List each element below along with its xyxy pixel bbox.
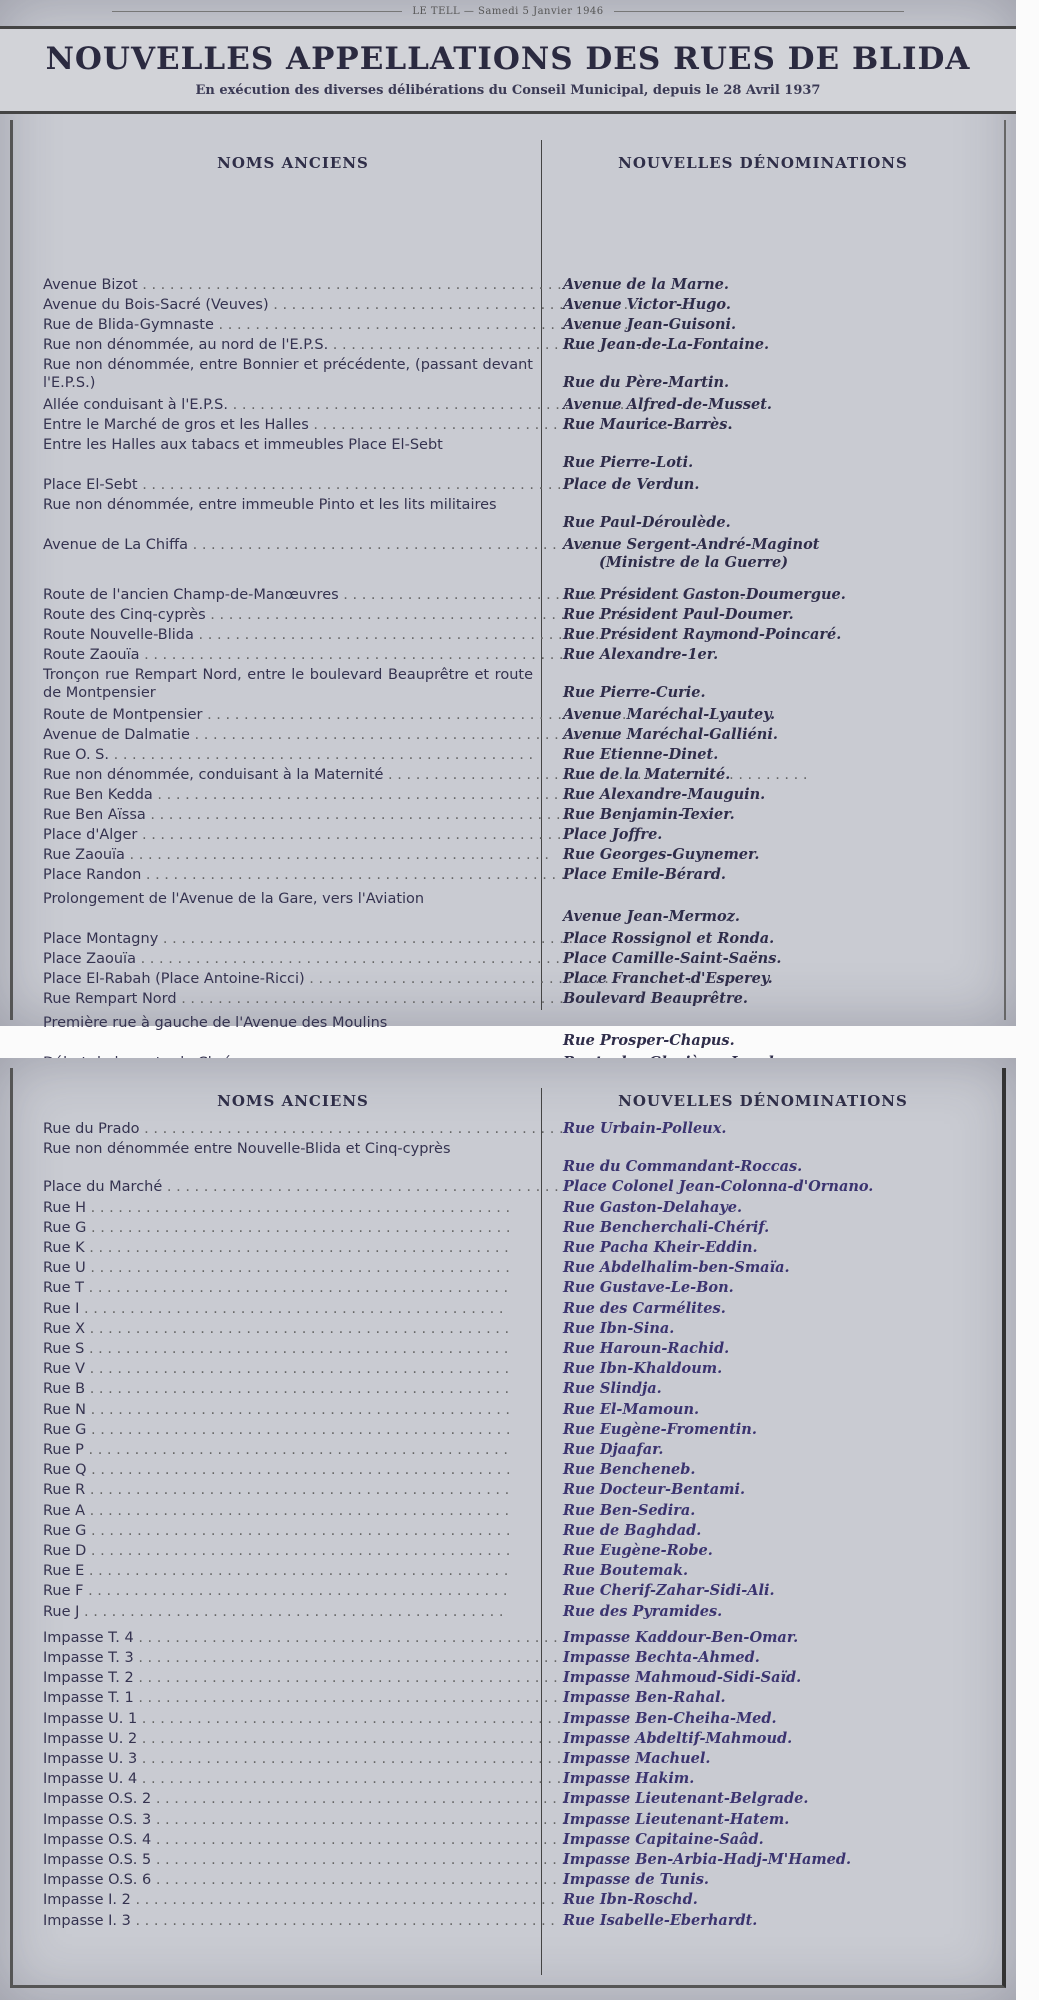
old-street-name: Place El-Sebt . . . — [43, 476, 533, 494]
new-street-name: Rue Jean-de-La-Fontaine. — [563, 336, 770, 353]
new-street-name: Avenue Jean-Mermoz. — [563, 908, 740, 925]
old-street-name: Rue non dénommée, entre Bonnier et précédente, (passant devant l'E.P.S.) — [43, 357, 533, 391]
new-street-name: Place Camille-Saint-Saëns. — [563, 950, 782, 967]
old-street-name: Rue G . . . — [43, 1219, 533, 1237]
new-street-name: Rue Maurice-Barrès. — [563, 416, 733, 433]
old-street-name: Impasse U. 1 . . . — [43, 1710, 533, 1728]
new-street-name: Rue Ibn-Khaldoum. — [563, 1360, 723, 1378]
new-street-name: Impasse Kaddour-Ben-Omar. — [563, 1628, 799, 1646]
new-street-name: Rue Pierre-Curie. — [563, 684, 706, 701]
old-street-name: Impasse U. 2 . . . — [43, 1730, 533, 1748]
new-street-name: Impasse Ben-Cheiha-Med. — [563, 1709, 777, 1727]
column-header-new: NOUVELLES DÉNOMINATIONS — [618, 1092, 908, 1110]
old-street-name: Rue O. S. . . . — [43, 746, 533, 764]
old-street-name: Impasse O.S. 5 . . . — [43, 1851, 533, 1869]
new-street-name: Rue Président Gaston-Doumergue. — [563, 586, 846, 603]
new-street-name: Place Franchet-d'Esperey. — [563, 970, 773, 987]
new-street-name: Rue du Commandant-Roccas. — [563, 1158, 803, 1176]
new-street-name: Rue Benjamin-Texier. — [563, 806, 735, 823]
old-street-name: Rue R . . . — [43, 1481, 533, 1499]
old-street-name: Rue de Blida-Gymnaste . . . — [43, 316, 533, 334]
old-street-name: Impasse O.S. 6 . . . — [43, 1871, 533, 1889]
old-street-name: Place Zaouïa . . . — [43, 950, 533, 968]
page-title: NOUVELLES APPELLATIONS DES RUES DE BLIDA — [45, 41, 971, 77]
new-street-name: Impasse Ben-Rahal. — [563, 1689, 726, 1707]
old-street-name: Place Randon . . . — [43, 866, 533, 884]
page-subtitle: En exécution des diverses délibérations du Conseil Municipal, depuis le 28 Avril 1937 — [195, 83, 821, 98]
new-street-name: Place de Verdun. — [563, 476, 700, 493]
old-street-name: Place El-Rabah (Place Antoine-Ricci) . . . — [43, 970, 533, 988]
new-street-name: Rue Boutemak. — [563, 1562, 689, 1580]
new-street-name: Impasse de Tunis. — [563, 1871, 709, 1889]
old-street-name: Rue J . . . — [43, 1603, 533, 1621]
old-street-name: Route de Montpensier . . . — [43, 706, 533, 724]
table-panel-1 — [10, 120, 1006, 1049]
running-head: LE TELL — Samedi 5 Janvier 1946 — [0, 6, 1016, 17]
new-street-name: Place Joffre. — [563, 826, 663, 843]
new-street-name: Avenue Alfred-de-Musset. — [563, 396, 772, 413]
old-street-name: Rue V . . . — [43, 1360, 533, 1378]
old-street-name: Rue B . . . — [43, 1380, 533, 1398]
new-street-name: Rue Eugène-Fromentin. — [563, 1420, 757, 1438]
new-street-name: Impasse Mahmoud-Sidi-Saïd. — [563, 1669, 802, 1687]
table-panel-2 — [10, 1068, 1006, 1988]
old-street-name: Rue Zaouïa . . . — [43, 846, 533, 864]
new-street-name: Impasse Machuel. — [563, 1750, 711, 1767]
new-street-name: Place Rossignol et Ronda. — [563, 930, 775, 947]
old-street-name: Avenue de La Chiffa . . . — [43, 536, 533, 554]
old-street-name: Route des Cinq-cyprès . . . — [43, 606, 533, 624]
old-street-name: Rue Ben Kedda . . . — [43, 786, 533, 804]
new-street-name: Rue des Pyramides. — [563, 1602, 723, 1620]
old-street-name: Rue D . . . — [43, 1542, 533, 1560]
column-header-new: NOUVELLES DÉNOMINATIONS — [618, 154, 908, 172]
old-street-name: Route de l'ancien Champ-de-Manœuvres . . . — [43, 586, 533, 604]
old-street-name: Avenue Bizot . . . — [43, 276, 533, 294]
new-street-name: Place Colonel Jean-Colonna-d'Ornano. — [563, 1178, 874, 1196]
new-street-name: Rue Paul-Déroulède. — [563, 514, 731, 531]
old-street-name: Rue P . . . — [43, 1441, 533, 1459]
old-street-name: Rue S . . . — [43, 1340, 533, 1358]
column-header-old: NOMS ANCIENS — [217, 154, 369, 172]
old-street-name: Rue non dénommée entre Nouvelle-Blida et Cinq-cyprès — [43, 1141, 451, 1158]
old-street-name: Impasse T. 3 . . . — [43, 1649, 533, 1667]
new-street-name: Rue Isabelle-Eberhardt. — [563, 1911, 758, 1929]
old-street-name: Rue T . . . — [43, 1279, 533, 1297]
new-street-name: Rue Gaston-Delahaye. — [563, 1198, 743, 1216]
old-street-name: Place du Marché . . . — [43, 1178, 533, 1196]
old-street-name: Rue A . . . — [43, 1502, 533, 1520]
old-street-name: Avenue de Dalmatie . . . — [43, 726, 533, 744]
old-street-name: Entre le Marché de gros et les Halles . . . — [43, 416, 533, 434]
old-street-name: Place d'Alger . . . — [43, 826, 533, 844]
old-street-name: Impasse U. 4 . . . — [43, 1770, 533, 1788]
new-street-name: Avenue Maréchal-Galliéni. — [563, 726, 778, 743]
new-street-name: Rue Bencherchali-Chérif. — [563, 1218, 770, 1236]
new-street-name: Rue El-Mamoun. — [563, 1400, 700, 1418]
old-street-name: Rue non dénommée, conduisant à la Maternité . . . — [43, 766, 533, 784]
old-street-name: Rue K . . . — [43, 1239, 533, 1257]
new-street-name: Avenue de la Marne. — [563, 276, 729, 293]
old-street-name: Première rue à gauche de l'Avenue des Moulins — [43, 1015, 388, 1031]
new-street-name: Boulevard Beauprêtre. — [563, 990, 748, 1007]
new-street-name: Impasse Abdeltif-Mahmoud. — [563, 1729, 793, 1747]
old-street-name: Rue U . . . — [43, 1259, 533, 1277]
old-street-name: Rue Rempart Nord . . . — [43, 990, 533, 1008]
new-street-name: Rue du Père-Martin. — [563, 374, 730, 391]
new-street-name: Rue Docteur-Bentami. — [563, 1481, 746, 1499]
new-street-name: Avenue Sergent-André-Maginot — [563, 536, 820, 553]
old-street-name: Rue du Prado . . . — [43, 1120, 533, 1138]
old-street-name: Rue I . . . — [43, 1300, 533, 1318]
newspaper-clipping-bottom — [0, 1058, 1016, 2000]
new-street-name: Rue Eugène-Robe. — [563, 1542, 713, 1559]
new-street-name: Rue Cherif-Zahar-Sidi-Ali. — [563, 1582, 775, 1600]
new-street-name: Rue Bencheneb. — [563, 1461, 696, 1479]
new-street-name: Rue Gustave-Le-Bon. — [563, 1279, 734, 1297]
new-street-name: Impasse Hakim. — [563, 1770, 695, 1788]
new-street-name: Rue Haroun-Rachid. — [563, 1340, 730, 1357]
new-street-name: Rue Djaafar. — [563, 1441, 664, 1458]
new-street-name: Rue Ibn-Sina. — [563, 1319, 675, 1337]
old-street-name: Rue N . . . — [43, 1401, 533, 1419]
old-street-name: Impasse O.S. 2 . . . — [43, 1790, 533, 1808]
new-street-name: Rue Président Paul-Doumer. — [563, 606, 794, 623]
new-street-name-note: (Ministre de la Guerre) — [599, 554, 789, 571]
old-street-name: Rue G . . . — [43, 1522, 533, 1540]
old-street-name: Prolongement de l'Avenue de la Gare, vers l'Aviation — [43, 891, 425, 907]
new-street-name: Rue de la Maternité. — [563, 766, 731, 783]
new-street-name: Impasse Capitaine-Saâd. — [563, 1830, 764, 1848]
old-street-name: Impasse O.S. 3 . . . — [43, 1811, 533, 1829]
new-street-name: Rue Pacha Kheir-Eddin. — [563, 1239, 758, 1256]
old-street-name: Impasse U. 3 . . . — [43, 1750, 533, 1768]
old-street-name: Rue X . . . — [43, 1320, 533, 1338]
old-street-name: Tronçon rue Rempart Nord, entre le boulevard Beauprêtre et route de Montpensier — [43, 667, 533, 701]
old-street-name: Allée conduisant à l'E.P.S. . . . — [43, 396, 533, 414]
old-street-name: Avenue du Bois-Sacré (Veuves) . . . — [43, 296, 533, 314]
old-street-name: Impasse O.S. 4 . . . — [43, 1831, 533, 1849]
new-street-name: Rue Alexandre-Mauguin. — [563, 786, 766, 803]
new-street-name: Rue Abdelhalim-ben-Smaïa. — [563, 1259, 790, 1277]
old-street-name: Impasse T. 2 . . . — [43, 1669, 533, 1687]
new-street-name: Rue Slindja. — [563, 1380, 662, 1398]
new-street-name: Rue Ibn-Roschd. — [563, 1891, 698, 1909]
old-street-name: Rue Q . . . — [43, 1461, 533, 1479]
new-street-name: Rue Président Raymond-Poincaré. — [563, 626, 842, 643]
old-street-name: Rue G . . . — [43, 1421, 533, 1439]
new-street-name: Rue Etienne-Dinet. — [563, 746, 719, 763]
old-street-name: Rue H . . . — [43, 1199, 533, 1217]
new-street-name: Avenue Jean-Guisoni. — [563, 316, 737, 333]
old-street-name: Rue Ben Aïssa . . . — [43, 806, 533, 824]
new-street-name: Rue Urbain-Polleux. — [563, 1120, 727, 1137]
old-street-name: Route Nouvelle-Blida . . . — [43, 626, 533, 644]
new-street-name: Impasse Lieutenant-Belgrade. — [563, 1790, 809, 1808]
new-street-name: Rue Ben-Sedira. — [563, 1501, 696, 1519]
old-street-name: Impasse T. 4 . . . — [43, 1629, 533, 1647]
new-street-name: Impasse Bechta-Ahmed. — [563, 1649, 760, 1666]
new-street-name: Avenue Maréchal-Lyautey. — [563, 706, 776, 723]
old-street-name: Entre les Halles aux tabacs et immeubles Place El-Sebt — [43, 437, 443, 453]
old-street-name: Place Montagny . . . — [43, 930, 533, 948]
old-street-name: Route Zaouïa . . . — [43, 646, 533, 664]
new-street-name: Impasse Lieutenant-Hatem. — [563, 1810, 790, 1828]
new-street-name: Rue Alexandre-1er. — [563, 646, 719, 663]
old-street-name: Rue F . . . — [43, 1582, 533, 1600]
title-banner — [0, 26, 1016, 114]
old-street-name: Impasse I. 3 . . . — [43, 1912, 533, 1930]
new-street-name: Avenue Victor-Hugo. — [563, 296, 731, 313]
old-street-name: Impasse T. 1 . . . — [43, 1689, 533, 1707]
column-header-old: NOMS ANCIENS — [217, 1092, 369, 1110]
old-street-name: Rue E . . . — [43, 1562, 533, 1580]
old-street-name: Rue non dénommée, entre immeuble Pinto et les lits militaires — [43, 497, 497, 513]
old-street-name: Rue non dénommée, au nord de l'E.P.S. . . . — [43, 336, 533, 354]
old-street-name: Impasse I. 2 . . . — [43, 1891, 533, 1909]
new-street-name: Impasse Ben-Arbia-Hadj-M'Hamed. — [563, 1851, 852, 1868]
new-street-name: Rue Pierre-Loti. — [563, 454, 694, 471]
new-street-name: Rue Georges-Guynemer. — [563, 846, 760, 863]
new-street-name: Rue de Baghdad. — [563, 1521, 702, 1539]
new-street-name: Rue des Carmélites. — [563, 1299, 726, 1317]
new-street-name: Place Emile-Bérard. — [563, 866, 726, 883]
new-street-name: Rue Prosper-Chapus. — [563, 1032, 735, 1049]
